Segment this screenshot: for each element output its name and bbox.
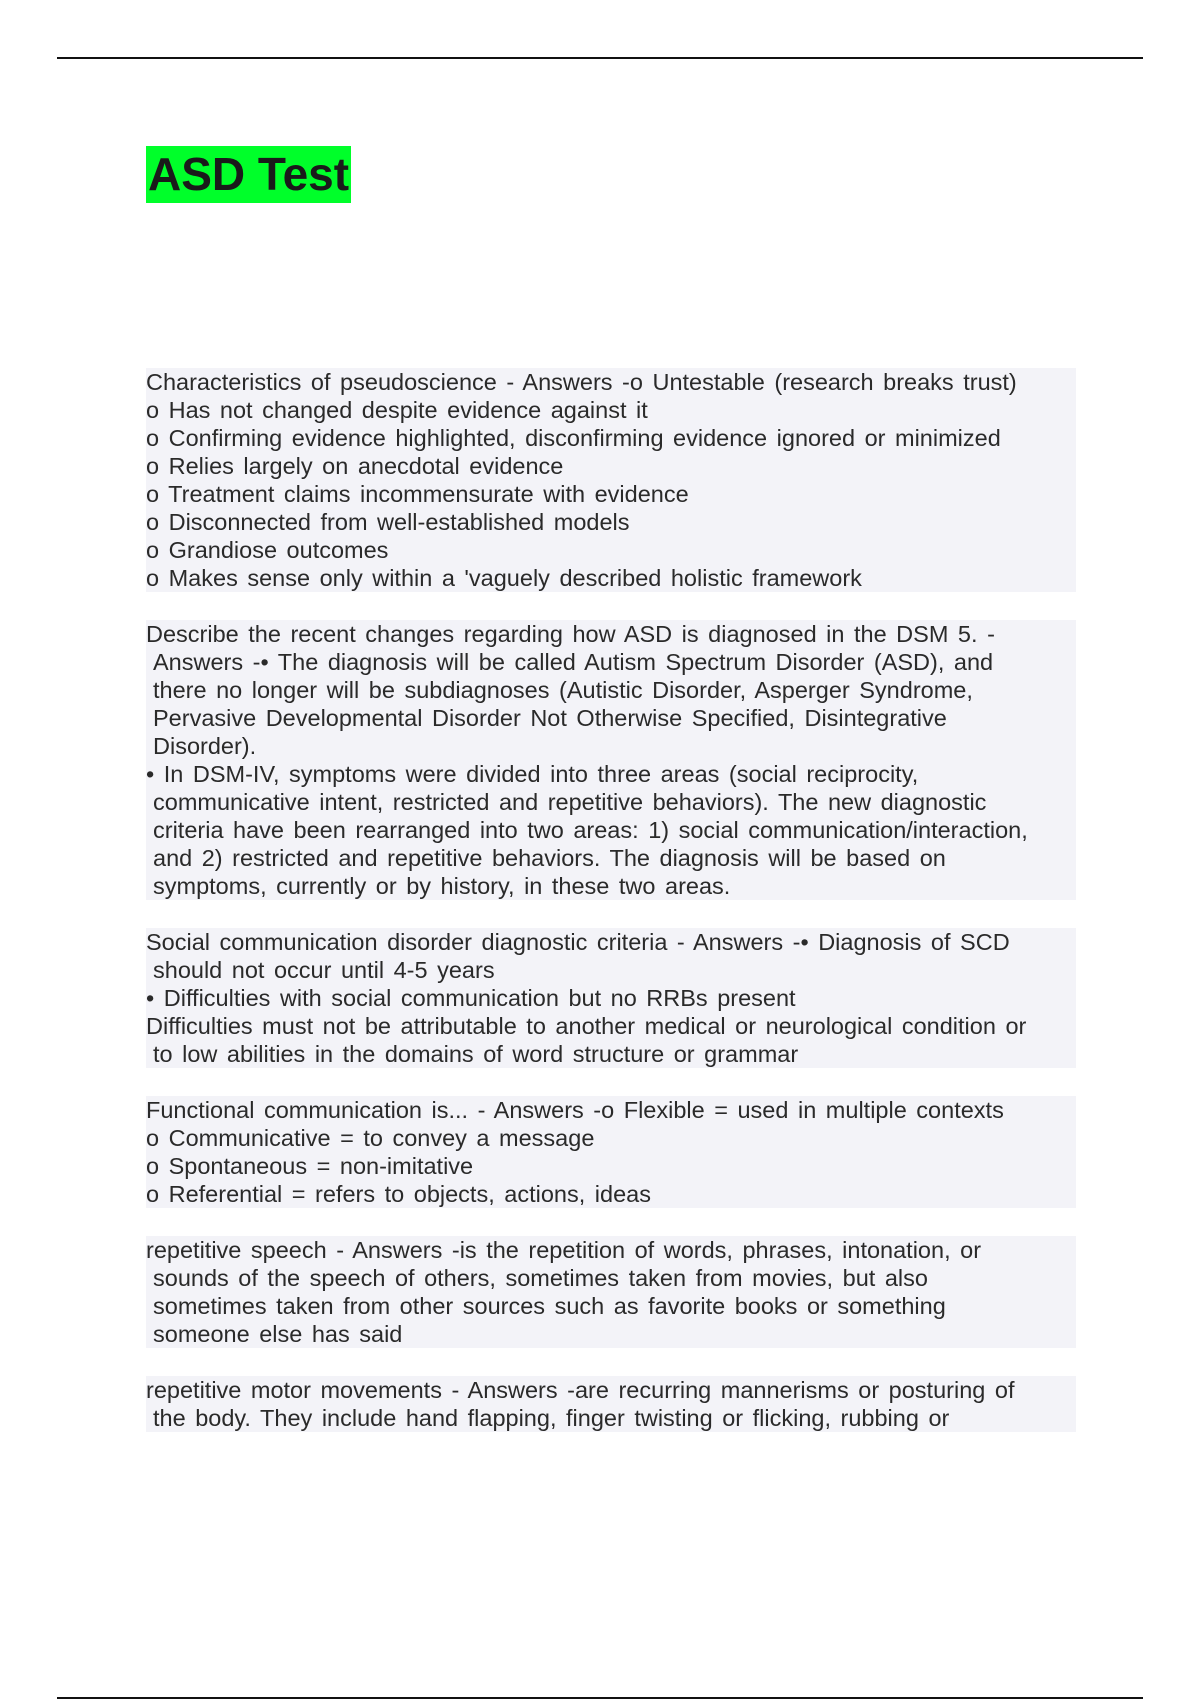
qa-block (146, 620, 1076, 900)
qa-block (146, 1376, 1076, 1432)
qa-block (146, 368, 1076, 592)
text-line: • Difficulties with social communication but no RRBs present (146, 984, 1076, 1012)
text-line: o Treatment claims incommensurate with evidence (146, 480, 1076, 508)
text-line: Difficulties must not be attributable to another medical or neurological condition or (146, 1012, 1076, 1040)
text-line: and 2) restricted and repetitive behaviors. The diagnosis will be based on (146, 844, 1076, 872)
text-line: o Grandiose outcomes (146, 536, 1076, 564)
document-title: ASD Test (146, 146, 351, 203)
text-line: communicative intent, restricted and repetitive behaviors). The new diagnostic (146, 788, 1076, 816)
qa-block (146, 1236, 1076, 1348)
text-line: someone else has said (146, 1320, 1076, 1348)
text-line: Disorder). (146, 732, 1076, 760)
text-line: sounds of the speech of others, sometimes taken from movies, but also (146, 1264, 1076, 1292)
text-line: • In DSM-IV, symptoms were divided into three areas (social reciprocity, (146, 760, 1076, 788)
text-line: Answers -• The diagnosis will be called Autism Spectrum Disorder (ASD), and (146, 648, 1076, 676)
text-line: Describe the recent changes regarding how ASD is diagnosed in the DSM 5. - (146, 620, 1076, 648)
document-body (146, 368, 1076, 1460)
text-line: criteria have been rearranged into two areas: 1) social communication/interaction, (146, 816, 1076, 844)
text-line: o Has not changed despite evidence against it (146, 396, 1076, 424)
text-line: symptoms, currently or by history, in these two areas. (146, 872, 1076, 900)
text-line: o Disconnected from well-established models (146, 508, 1076, 536)
text-line: o Relies largely on anecdotal evidence (146, 452, 1076, 480)
text-line: the body. They include hand flapping, finger twisting or flicking, rubbing or (146, 1404, 1076, 1432)
header-rule (57, 57, 1143, 59)
qa-block (146, 1096, 1076, 1208)
text-line: repetitive speech - Answers -is the repetition of words, phrases, intonation, or (146, 1236, 1076, 1264)
text-line: o Spontaneous = non-imitative (146, 1152, 1076, 1180)
text-line: Pervasive Developmental Disorder Not Otherwise Specified, Disintegrative (146, 704, 1076, 732)
text-line: Functional communication is... - Answers -o Flexible = used in multiple contexts (146, 1096, 1076, 1124)
text-line: o Makes sense only within a 'vaguely described holistic framework (146, 564, 1076, 592)
text-line: should not occur until 4-5 years (146, 956, 1076, 984)
text-line: o Referential = refers to objects, actions, ideas (146, 1180, 1076, 1208)
text-line: repetitive motor movements - Answers -are recurring mannerisms or posturing of (146, 1376, 1076, 1404)
footer-rule (57, 1697, 1143, 1699)
text-line: to low abilities in the domains of word structure or grammar (146, 1040, 1076, 1068)
text-line: o Communicative = to convey a message (146, 1124, 1076, 1152)
text-line: there no longer will be subdiagnoses (Autistic Disorder, Asperger Syndrome, (146, 676, 1076, 704)
text-line: Characteristics of pseudoscience - Answers -o Untestable (research breaks trust) (146, 368, 1076, 396)
qa-block (146, 928, 1076, 1068)
text-line: o Confirming evidence highlighted, disconfirming evidence ignored or minimized (146, 424, 1076, 452)
text-line: Social communication disorder diagnostic criteria - Answers -• Diagnosis of SCD (146, 928, 1076, 956)
text-line: sometimes taken from other sources such as favorite books or something (146, 1292, 1076, 1320)
